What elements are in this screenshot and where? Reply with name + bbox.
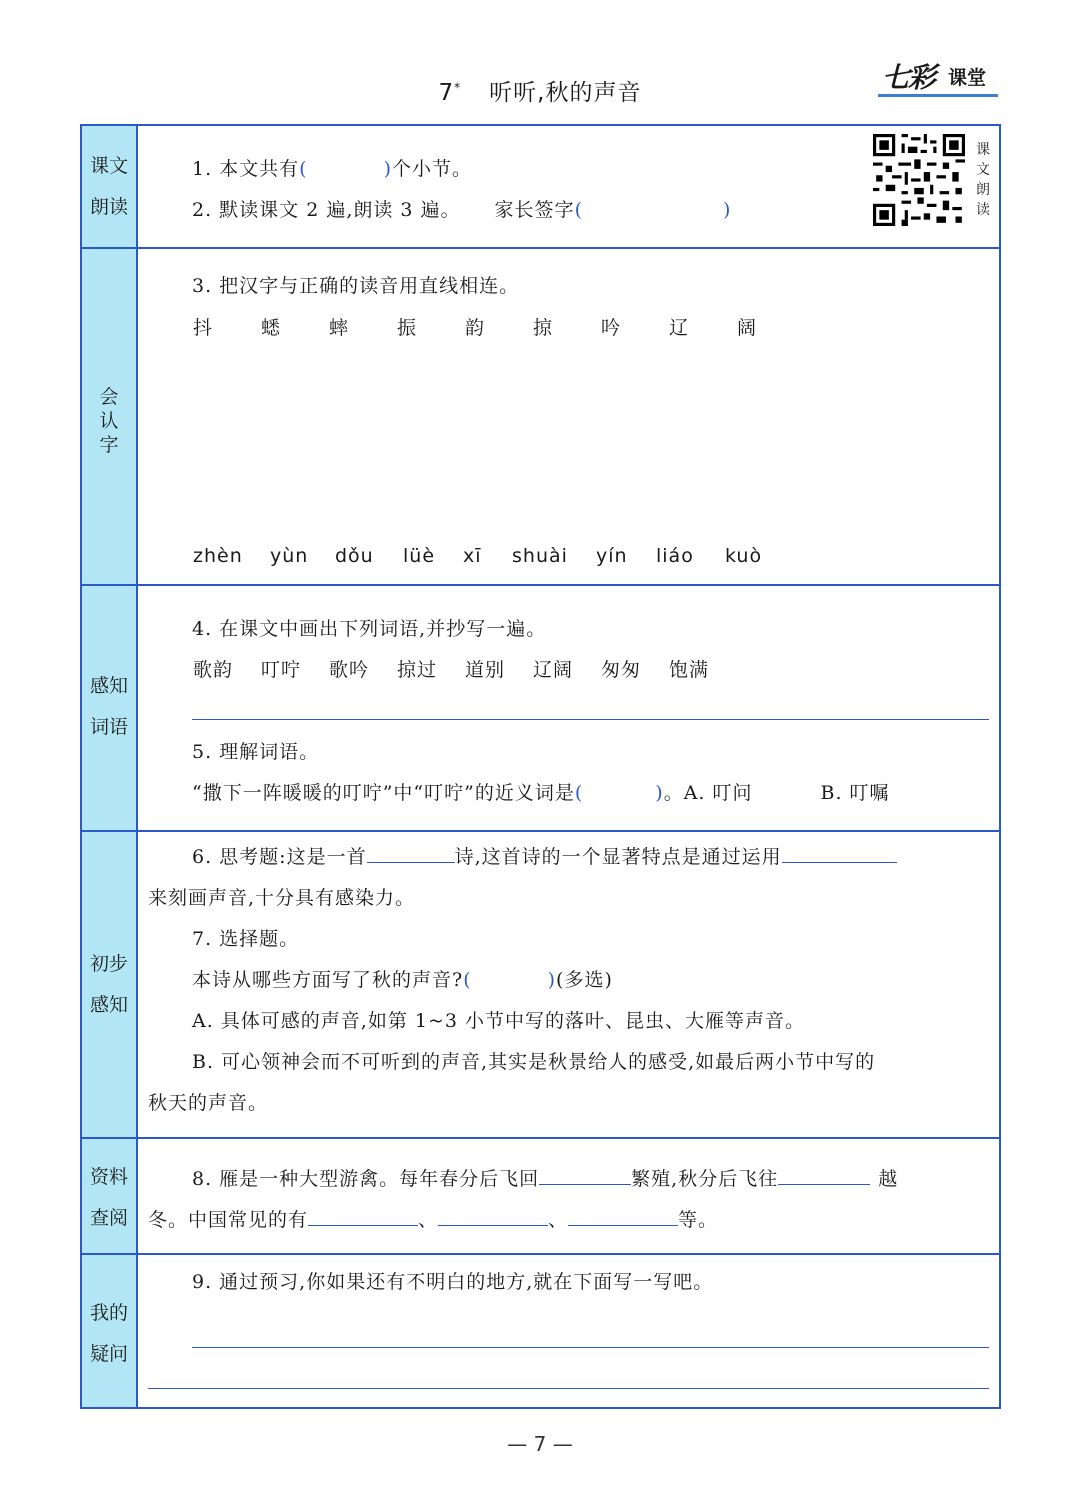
copy-line[interactable] (192, 719, 989, 720)
word-list (82, 655, 999, 685)
q8: 8. 雁是一种大型游禽。每年春分后飞回 繁殖,秋分后飞往 越 (192, 1164, 898, 1191)
label-reference: 资料 查阅 (89, 1166, 128, 1229)
q7-option-b-continued: 秋天的声音。 (148, 1092, 269, 1114)
row-words (82, 586, 999, 832)
q6-continued: 来刻画声音,十分具有感染力。 (148, 887, 416, 909)
word-item: 歌韵 (193, 659, 234, 681)
pinyin-item[interactable]: lüè (403, 545, 436, 567)
row-reading (82, 126, 999, 249)
brand-logo (878, 56, 998, 96)
row-reference (82, 1139, 999, 1255)
pinyin-item[interactable]: shuài (512, 545, 568, 567)
row-preliminary (82, 832, 999, 1139)
brand-script: 七彩 (882, 61, 935, 94)
char-item[interactable]: 韵 (465, 317, 486, 339)
worksheet-table (80, 124, 1001, 1409)
q5: 5. 理解词语。 (192, 741, 320, 763)
character-row (82, 313, 999, 343)
row-characters (82, 249, 999, 586)
q6: 6. 思考题:这是一首 诗,这首诗的一个显著特点是通过运用 (192, 842, 897, 869)
char-item[interactable]: 抖 (193, 317, 214, 339)
answer-line-1[interactable] (192, 1347, 989, 1348)
q6-blank-2[interactable] (782, 842, 897, 863)
pinyin-item[interactable]: yín (596, 545, 628, 567)
q7-option-a: A. 具体可感的声音,如第 1~3 小节中写的落叶、昆虫、大雁等声音。 (192, 1010, 806, 1032)
q8-blank-2[interactable] (778, 1164, 870, 1185)
word-item: 道别 (465, 659, 506, 681)
row-questions (82, 1255, 999, 1407)
q7-option-b: B. 可心领神会而不可听到的声音,其实是秋景给人的感受,如最后两小节中写的 (192, 1051, 876, 1073)
label-questions: 我的 疑问 (89, 1302, 128, 1365)
q7: 7. 选择题。 (192, 928, 300, 950)
char-item[interactable]: 蟀 (329, 317, 350, 339)
char-item[interactable]: 吟 (601, 317, 622, 339)
word-item: 辽阔 (533, 659, 574, 681)
pinyin-item[interactable]: liáo (656, 545, 694, 567)
q8-blank-1[interactable] (539, 1164, 631, 1185)
pinyin-item[interactable]: dǒu (335, 545, 374, 567)
q7-stem: 本诗从哪些方面写了秋的声音?( )(多选) (192, 969, 613, 991)
label-characters: 会 认 字 (99, 386, 119, 456)
pinyin-row (82, 545, 999, 575)
word-item: 匆匆 (601, 659, 642, 681)
pinyin-item[interactable]: kuò (725, 545, 763, 567)
char-item[interactable]: 掠 (533, 317, 554, 339)
lesson-number: 7* (438, 80, 462, 106)
q9: 9. 通过预习,你如果还有不明白的地方,就在下面写一写吧。 (192, 1271, 714, 1293)
brand-underline (878, 94, 998, 97)
char-item[interactable]: 阔 (737, 317, 758, 339)
label-words: 感知 词语 (89, 675, 128, 738)
word-item: 饱满 (669, 659, 710, 681)
q8-continued: 冬。中国常见的有 、 、 等。 (148, 1205, 718, 1232)
word-item: 叮咛 (261, 659, 302, 681)
q1: 1. 本文共有( )个小节。 (192, 158, 473, 180)
label-preliminary: 初步 感知 (89, 953, 128, 1016)
pinyin-item[interactable]: xī (463, 545, 482, 567)
brand-text: 课堂 (948, 67, 987, 89)
q8-blank-4[interactable] (438, 1205, 548, 1226)
char-item[interactable]: 辽 (669, 317, 690, 339)
word-item: 掠过 (397, 659, 438, 681)
label-reading: 课文 朗读 (89, 155, 128, 218)
answer-line-2[interactable] (148, 1388, 989, 1389)
qr-label: 课 文 朗 读 (976, 142, 990, 218)
q2: 2. 默读课文 2 遍,朗读 3 遍。 家长签字( ) (192, 199, 732, 221)
char-item[interactable]: 振 (397, 317, 418, 339)
pinyin-item[interactable]: yùn (270, 545, 309, 567)
q3: 3. 把汉字与正确的读音用直线相连。 (192, 275, 520, 297)
page-number: — 7 — (507, 1432, 573, 1456)
word-item: 歌吟 (329, 659, 370, 681)
char-item[interactable]: 蟋 (261, 317, 282, 339)
pinyin-item[interactable]: zhèn (193, 545, 243, 567)
lesson-title-text: 听听,秋的声音 (489, 80, 642, 106)
q5-question: “撒下一阵暖暖的叮咛”中“叮咛”的近义词是( )。A. 叮问 B. 叮嘱 (192, 782, 890, 804)
q6-blank-1[interactable] (367, 842, 455, 863)
q8-blank-3[interactable] (308, 1205, 418, 1226)
q8-blank-5[interactable] (568, 1205, 678, 1226)
qr-code-icon[interactable] (873, 134, 965, 226)
q4: 4. 在课文中画出下列词语,并抄写一遍。 (192, 618, 547, 640)
